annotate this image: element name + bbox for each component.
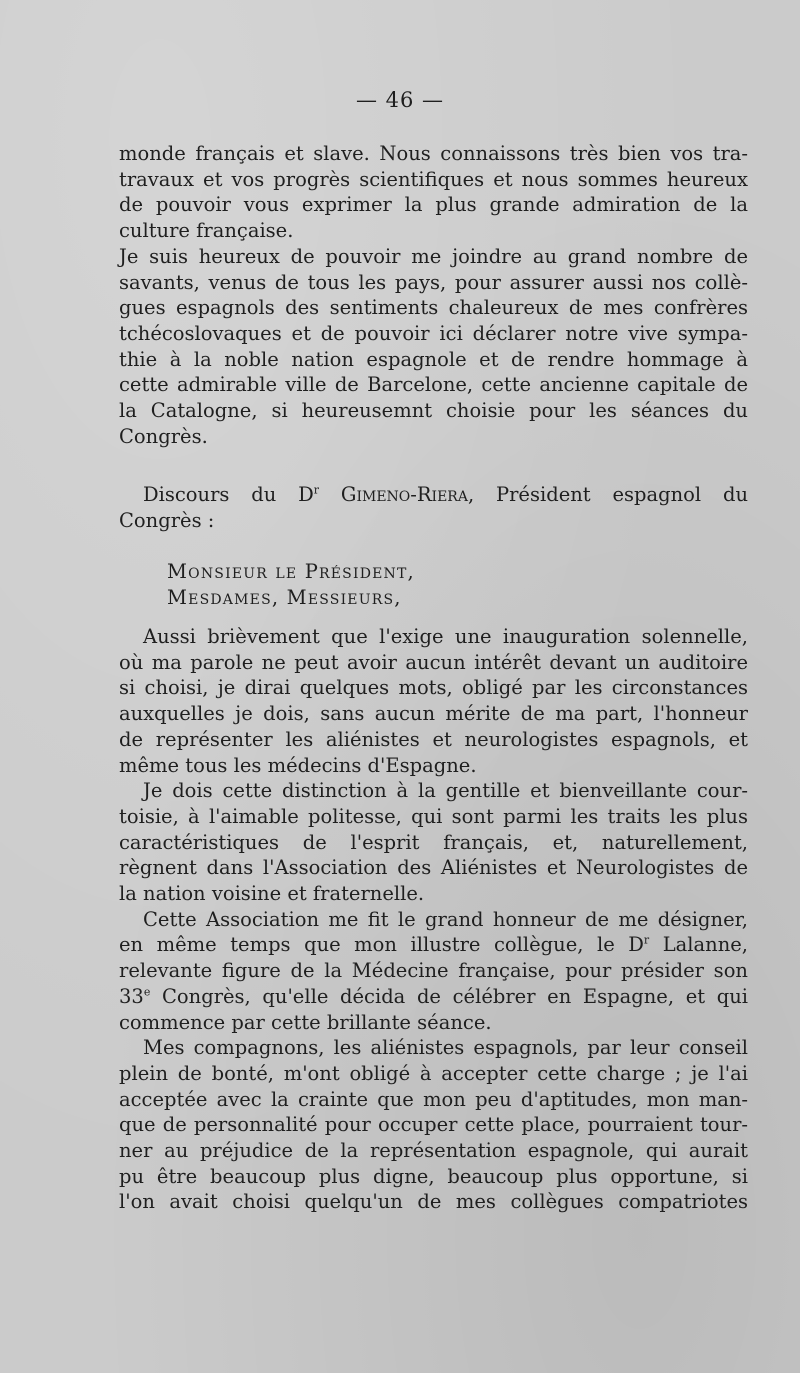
text-line: ner au préjudice de la représentation espagnole, qui aurait bbox=[119, 1139, 748, 1163]
text-line: la Catalogne, si heureusemnt choisie pour les séances du bbox=[119, 399, 748, 423]
text-line: savants, venus de tous les pays, pour assurer aussi nos collè- bbox=[119, 270, 748, 294]
text-line: Aussi brièvement que l'exige une inauguration solennelle, bbox=[143, 625, 748, 648]
paragraph-1 bbox=[119, 141, 748, 244]
text-line: toisie, à l'aimable politesse, qui sont parmi les traits les plus bbox=[119, 804, 748, 828]
text-line: de représenter les aliénistes et neurologistes espagnols, et bbox=[119, 727, 748, 751]
body-text-bottom bbox=[119, 624, 748, 1215]
text-line: relevante figure de la Médecine française, pour présider son bbox=[119, 959, 748, 983]
text-line: même tous les médecins d'Espagne. bbox=[119, 753, 477, 777]
text-line: commence par cette brillante séance. bbox=[119, 1010, 492, 1034]
text-line: où ma parole ne peut avoir aucun intérêt devant un auditoire bbox=[119, 650, 748, 674]
text-line: auxquelles je dois, sans aucun mérite de ma part, l'honneur bbox=[119, 702, 748, 726]
text-line: monde français et slave. Nous connaissons très bien vos tra- bbox=[119, 142, 748, 165]
text-line: thie à la noble nation espagnole et de rendre hommage à bbox=[119, 347, 748, 371]
discours-heading bbox=[119, 482, 748, 533]
text-line: 33e Congrès, qu'elle décida de célébrer en Espagne, et qui bbox=[119, 984, 748, 1008]
text-line: travaux et vos progrès scientifiques et nous sommes heureux bbox=[119, 167, 748, 191]
salutation bbox=[119, 559, 748, 610]
paragraph-3 bbox=[119, 624, 748, 778]
text-line: en même temps que mon illustre collègue, le $D^r$ Lalanne, bbox=[119, 933, 748, 957]
text-line: plein de bonté, m'ont obligé à accepter cette charge ; je l'ai bbox=[119, 1061, 748, 1085]
text-line: de pouvoir vous exprimer la plus grande admiration de la bbox=[119, 193, 748, 217]
text-line: la nation voisine et fraternelle. bbox=[119, 882, 425, 906]
text-line: tchécoslovaques et de pouvoir ici déclarer notre vive sympa- bbox=[119, 321, 748, 345]
text-line: que de personnalité pour occuper cette place, pourraient tour- bbox=[119, 1113, 748, 1137]
text-line: caractéristiques de l'esprit français, et, naturellement, bbox=[119, 830, 748, 854]
text-line: pu être beaucoup plus digne, beaucoup plus opportune, si bbox=[119, 1164, 748, 1188]
body-text-top bbox=[119, 141, 748, 449]
text-line: culture française. bbox=[119, 219, 294, 243]
discours-line-2: Congrès : bbox=[119, 508, 215, 532]
text-line: cette admirable ville de Barcelone, cette ancienne capitale de bbox=[119, 373, 748, 397]
text-line: gues espagnols des sentiments chaleureux de mes confrères bbox=[119, 296, 748, 320]
text-line: Mes compagnons, les aliénistes espagnols, par leur conseil bbox=[143, 1036, 748, 1060]
salutation-line-2: Mesdames, Messieurs, bbox=[167, 585, 402, 609]
text-line: si choisi, je dirai quelques mots, obligé par les circonstances bbox=[119, 676, 748, 700]
paragraph-2 bbox=[119, 244, 748, 450]
text-line: Congrès. bbox=[119, 424, 208, 448]
paragraph-5 bbox=[119, 907, 748, 1036]
discours-line-1: Discours du $D^r$ Gimeno-Riera, Président espagnol du bbox=[143, 483, 749, 506]
page-number: — 46 — bbox=[355, 88, 445, 112]
paragraph-6 bbox=[119, 1035, 748, 1215]
paragraph-4 bbox=[119, 778, 748, 907]
text-line: Je dois cette distinction à la gentille et bienveillante cour- bbox=[143, 779, 748, 803]
text-line: Je suis heureux de pouvoir me joindre au grand nombre de bbox=[119, 244, 748, 268]
text-line: acceptée avec la crainte que mon peu d'aptitudes, mon man- bbox=[119, 1087, 748, 1111]
text-line: règnent dans l'Association des Aliénistes et Neurologistes de bbox=[119, 856, 748, 880]
speaker-name: Gimeno-Riera bbox=[340, 483, 468, 506]
text-line: l'on avait choisi quelqu'un de mes collègues compatriotes bbox=[119, 1190, 748, 1214]
salutation-line-1: Monsieur le Président, bbox=[167, 560, 415, 583]
text-line: Cette Association me fit le grand honneur de me désigner, bbox=[143, 907, 748, 931]
